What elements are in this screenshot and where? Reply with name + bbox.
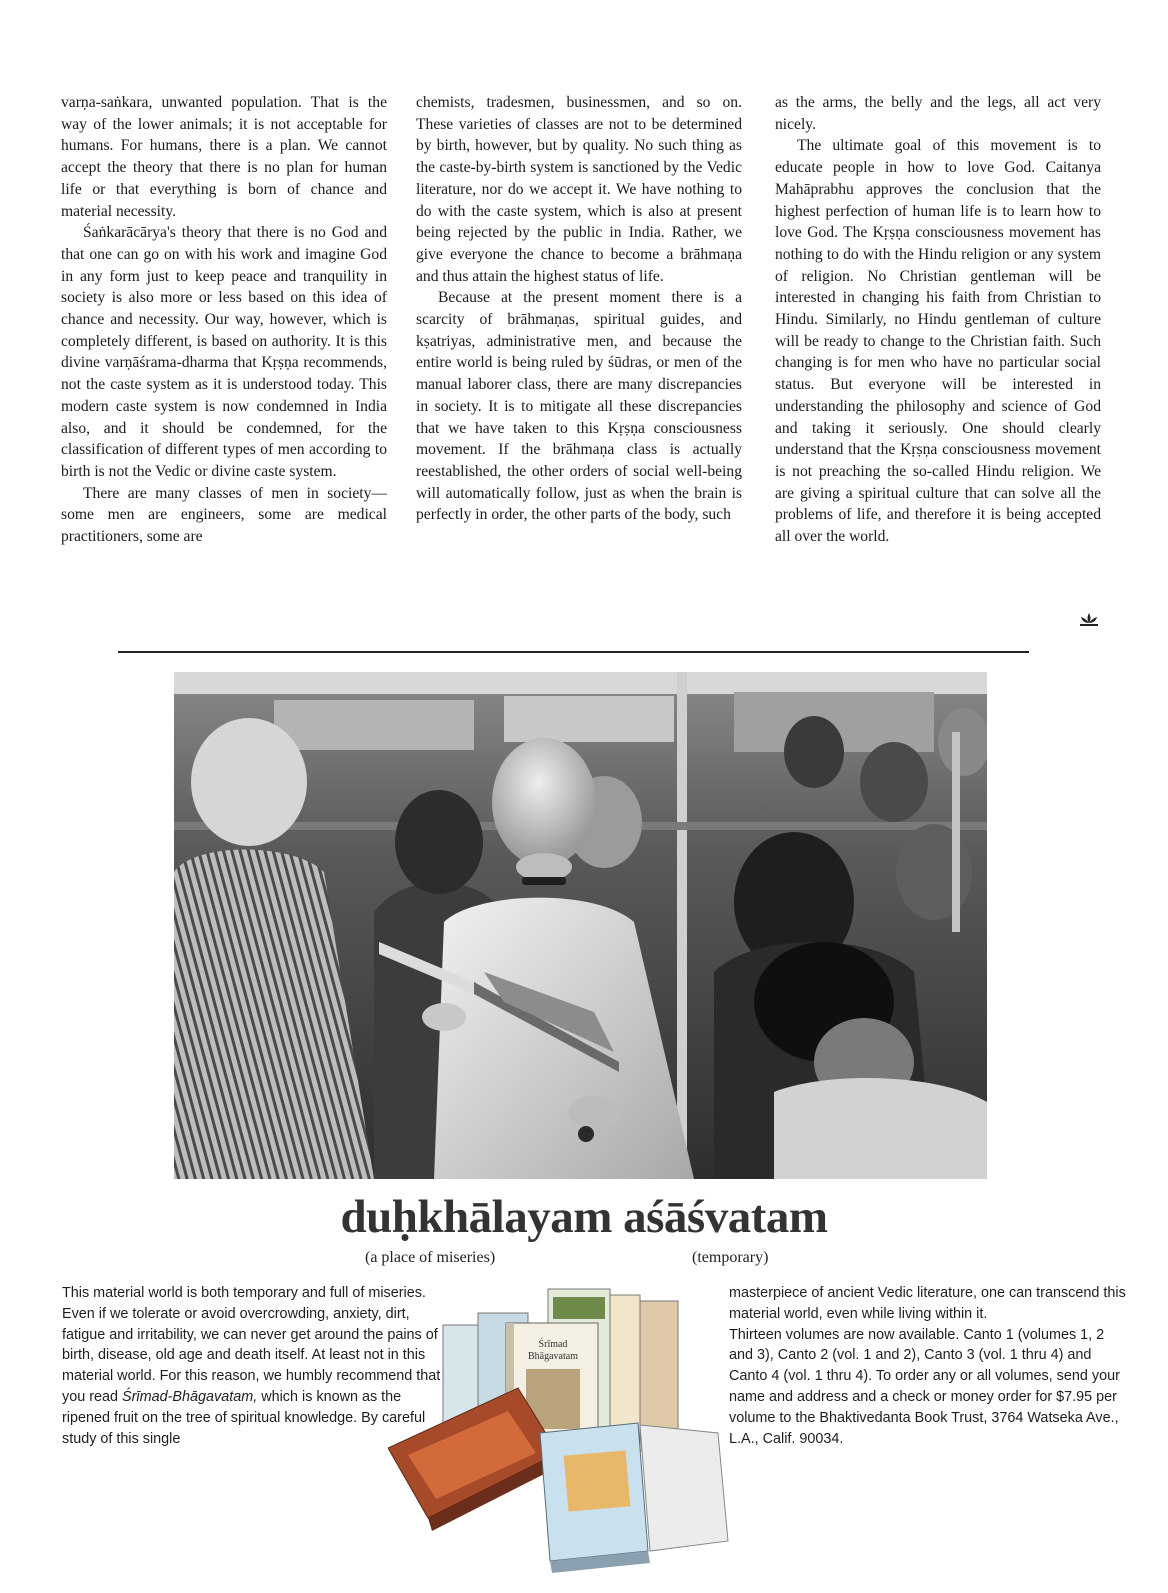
ad-text: which is known as the ripened fruit on the tree of spiritual knowledge. By careful study of this single (62, 1388, 426, 1447)
headline-gloss-miseries: (a place of miseries) (365, 1249, 496, 1266)
subway-photo (174, 672, 987, 1179)
book-cover-subtitle: Bhāgavatam (528, 1351, 578, 1362)
book-cover-title: Śrīmad (538, 1339, 568, 1350)
book-stack-image (388, 1283, 736, 1573)
paragraph: There are many classes of men in society—some men are engineers, some are medical practitioners, some are (61, 484, 387, 546)
article-column-1 (61, 92, 387, 632)
paragraph: as the arms, the belly and the legs, all act very nicely. (775, 94, 1101, 133)
ad-text: This material world is both temporary and full of miseries. Even if we tolerate or avoid overcrowding, anxiety, dirt, fatigue and irritability, we can never get around the pains of birth, disease, old age and death itself. At least not in this material world. For this reason, we humbly recommend that you read (62, 1285, 441, 1405)
headline-gloss-temporary: (temporary) (692, 1249, 769, 1266)
ad-text-left (62, 1283, 444, 1449)
paragraph: Śaṅkarācārya's theory that there is no God and that one can go on with his work and imagine God in any form just to keep peace and tranquility in society is also more or less based on this idea of chance and necessity. Our way, however, which is completely different, is based on authority. It is this divine varṇāśrama-dharma that Kṛṣṇa recommends, not the caste system as it is understood today. This modern caste system is now condemned in India also, and it should be condemned, for the classification of different types of men according to birth is not the Vedic or divine caste system. (61, 224, 387, 480)
lotus-icon (1078, 612, 1100, 628)
ad-text-right (729, 1283, 1129, 1449)
paragraph: Because at the present moment there is a scarcity of brāhmaṇas, spiritual guides, and kṣatriyas, administrative men, and because the entire world is being ruled by śūdras, or men of the manual laborer class, there are many discrepancies in society. It is to mitigate all these discrepancies that we have taken to this Kṛṣṇa consciousness movement. If the brāhmaṇa class is actually reestablished, the other orders of social well-being will automatically follow, just as when the brain is perfectly in order, the other parts of the body, such (416, 289, 742, 524)
paragraph: The ultimate goal of this movement is to educate people in how to love God. Caitanya Mahāprabhu approves the conclusion that the highest perfection of human life is to learn how to love God. The Kṛṣṇa consciousness movement has nothing to do with the Hindu religion or any system of religion. No Christian gentleman will be interested in changing his faith from Christian to Hindu. Similarly, no Hindu gentleman of culture will be ready to change to the Christian faith. Such changing is for men who have no particular social status. But everyone will be interested in understanding the philosophy and science of God and taking it seriously. One should clearly understand that the Kṛṣṇa consciousness movement is not preaching the so-called Hindu religion. We are giving a spiritual culture that can solve all the problems of life, and therefore it is being accepted all over the world. (775, 137, 1101, 546)
section-divider (118, 651, 1029, 653)
ad-order-text: Thirteen volumes are now available. Canto 1 (volumes 1, 2 and 3), Canto 2 (vol. 1 and 2), Canto 3 (vol. 1 thru 4) and Canto 4 (vol. 1 thru 4). To order any or all volumes, send your name and address and a check or money order for $7.95 per volume to the Bhaktivedanta Book Trust, 3764 Watseka Ave., L.A., Calif. 90034. (729, 1326, 1120, 1447)
ad-text: masterpiece of ancient Vedic literature, one can transcend this material world, even while living within it. (729, 1285, 1126, 1322)
paragraph: chemists, tradesmen, businessmen, and so on. These varieties of classes are not to be determined by birth, however, but by quality. No such thing as the caste-by-birth system is sanctioned by the Vedic literature, nor do we accept it. We have nothing to do with the caste system, which is also at present being rejected by the public in India. Rather, we give everyone the chance to become a brāhmaṇa and thus attain the highest status of life. (416, 94, 742, 285)
article-column-2 (416, 92, 742, 632)
paragraph: varṇa-saṅkara, unwanted population. That is the way of the lower animals; it is not acceptable for humans. For humans, there is a plan. We cannot accept the theory that there is no plan for human life or that everything is born of chance and material necessity. (61, 94, 387, 220)
headline-title: duḥkhālayam aśāśvatam (340, 1191, 828, 1243)
article-column-3 (775, 92, 1101, 632)
book-title: Śrīmad-Bhāgavatam, (122, 1388, 258, 1405)
